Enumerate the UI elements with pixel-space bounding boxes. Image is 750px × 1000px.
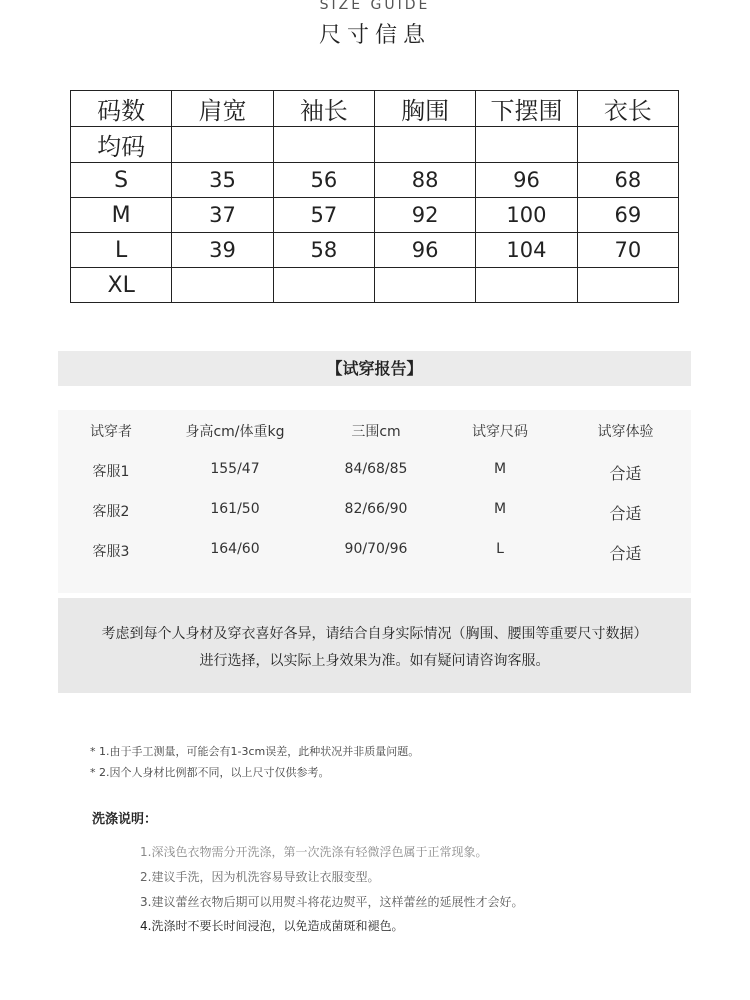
size-value: [374, 268, 475, 303]
size-value: 37: [172, 198, 273, 233]
size-value: 92: [374, 198, 475, 233]
fitting-report-cell: L: [496, 541, 504, 557]
size-table-row: [71, 233, 679, 268]
fitting-report-cell: 客服1: [92, 464, 130, 480]
footnote: * 2.因个人身材比例都不同，以上尺寸仅供参考。: [90, 766, 330, 779]
fitting-report-cell: 164/60: [210, 541, 260, 557]
size-value: 96: [374, 233, 475, 268]
size-value: [273, 268, 374, 303]
size-value: [374, 127, 475, 163]
fitting-report-table: [58, 410, 691, 593]
size-table-header-cell: 肩宽: [172, 91, 273, 127]
size-value: 70: [577, 233, 678, 268]
size-value: [172, 127, 273, 163]
size-label: L: [71, 233, 172, 268]
fitting-report-title: 【试穿报告】: [58, 351, 691, 386]
size-value: 88: [374, 163, 475, 198]
washing-instructions-title: 洗涤说明：: [92, 812, 158, 827]
fitting-report-cell: 155/47: [210, 461, 260, 477]
fitting-report-header-row: [58, 421, 691, 445]
fitting-report-cell: 82/66/90: [344, 501, 408, 517]
size-value: 104: [476, 233, 577, 268]
size-value: 35: [172, 163, 273, 198]
size-table-header-cell: 衣长: [577, 91, 678, 127]
size-value: 56: [273, 163, 374, 198]
fitting-report-cell: 合适: [609, 464, 642, 483]
size-value: [577, 127, 678, 163]
fitting-report-cell: 客服3: [92, 544, 130, 560]
size-value: [476, 268, 577, 303]
fitting-report-header-cell: 试穿者: [90, 424, 132, 440]
size-table-row: [71, 268, 679, 303]
fitting-report-row: [58, 461, 691, 485]
fitting-report-cell: 合适: [609, 544, 642, 563]
fitting-report-row: [58, 501, 691, 525]
size-table-header-cell: 码数: [71, 91, 172, 127]
size-table: [70, 90, 679, 303]
fitting-report-header-cell: 试穿体验: [597, 424, 654, 440]
fitting-report-cell: 84/68/85: [344, 461, 408, 477]
size-value: 39: [172, 233, 273, 268]
size-value: 69: [577, 198, 678, 233]
size-table-header-cell: 胸围: [374, 91, 475, 127]
size-table-row: [71, 127, 679, 163]
washing-instruction-item: 4.洗涤时不要长时间浸泡，以免造成菌斑和褪色。: [140, 919, 404, 933]
size-guide-title-en: SIZE GUIDE: [319, 0, 431, 13]
fitting-report-header-cell: 三围cm: [351, 424, 401, 440]
washing-instruction-item: 1.深浅色衣物需分开洗涤，第一次洗涤有轻微浮色属于正常现象。: [140, 845, 488, 859]
size-label: S: [71, 163, 172, 198]
size-guide-title-cn: 尺寸信息: [318, 23, 431, 48]
size-table-header-row: [71, 91, 679, 127]
size-value: 58: [273, 233, 374, 268]
fitting-report-row: [58, 541, 691, 565]
fitting-report-cell: M: [493, 461, 507, 477]
size-label: M: [71, 198, 172, 233]
fitting-report-cell: M: [493, 501, 507, 517]
size-label: XL: [71, 268, 172, 303]
size-table-header-cell: 袖长: [273, 91, 374, 127]
fitting-report-cell: 90/70/96: [344, 541, 408, 557]
size-table-row: [71, 198, 679, 233]
size-value: 100: [476, 198, 577, 233]
footnote: * 1.由于手工测量，可能会有1-3cm误差，此种状况并非质量问题。: [90, 745, 420, 758]
fitting-report-header-cell: 试穿尺码: [472, 424, 528, 440]
fit-advice-line: 考虑到每个人身材及穿衣喜好各异，请结合自身实际情况（胸围、腰围等重要尺寸数据）: [101, 626, 648, 642]
size-value: [273, 127, 374, 163]
fit-advice-notice: [58, 598, 691, 693]
size-label: 均码: [71, 127, 172, 163]
size-value: [172, 268, 273, 303]
size-value: 57: [273, 198, 374, 233]
size-value: 96: [476, 163, 577, 198]
fit-advice-line: 进行选择，以实际上身效果为准。如有疑问请咨询客服。: [199, 653, 550, 669]
size-table-row: [71, 163, 679, 198]
size-value: [476, 127, 577, 163]
fitting-report-header-cell: 身高cm/体重kg: [185, 424, 285, 440]
fitting-report-cell: 161/50: [210, 501, 260, 517]
fitting-report-cell: 客服2: [92, 504, 130, 520]
size-table-header-cell: 下摆围: [476, 91, 577, 127]
size-value: 68: [577, 163, 678, 198]
washing-instruction-item: 2.建议手洗，因为机洗容易导致让衣服变型。: [140, 870, 380, 884]
size-value: [577, 268, 678, 303]
washing-instruction-item: 3.建议蕾丝衣物后期可以用熨斗将花边熨平，这样蕾丝的延展性才会好。: [140, 895, 524, 909]
fitting-report-cell: 合适: [609, 504, 642, 523]
